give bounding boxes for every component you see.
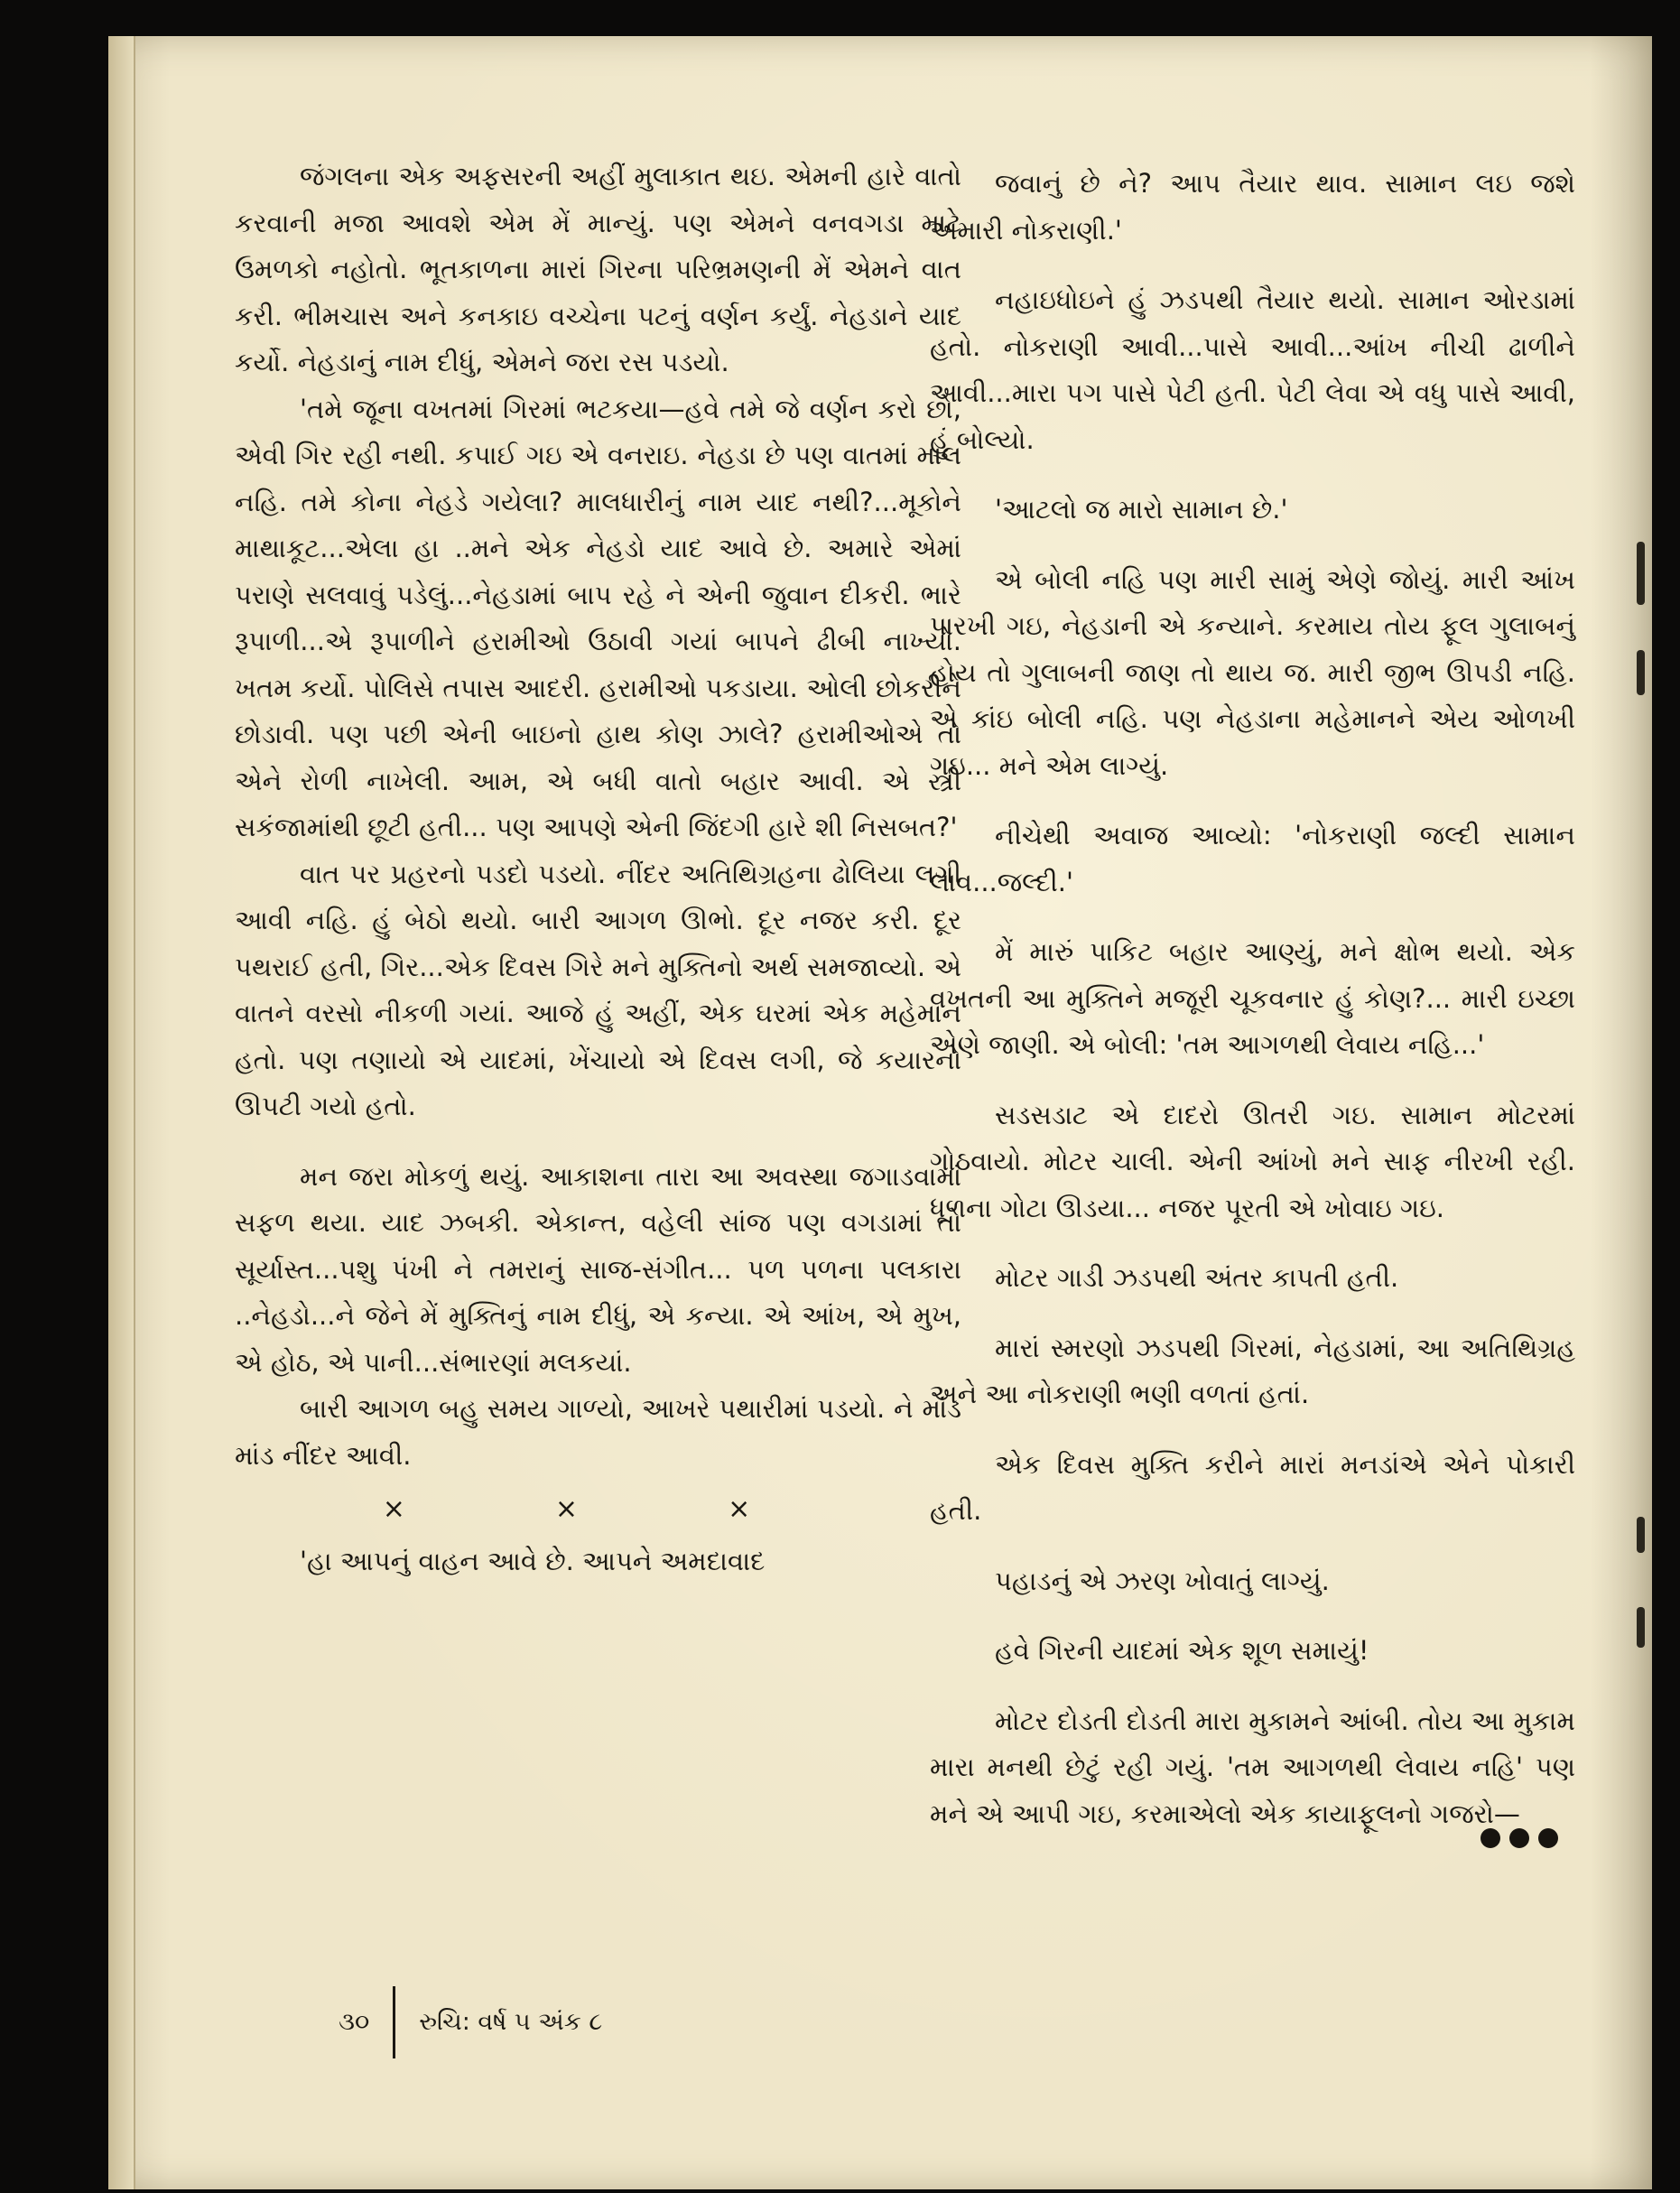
story-end-mark — [1480, 1828, 1558, 1848]
paragraph: નહાઇધોઇને હું ઝડપથી તૈયાર થયો. સામાન ઓરડામાં હતો. નોકરાણી આવી...પાસે આવી...આંખ નીચી ઢાળીને આવી...મારા પગ પાસે પેટી હતી. પેટી લેવા એ વધુ પાસે આવી, હું બોલ્યો. — [930, 284, 1575, 455]
paragraph: એ બોલી નહિ પણ મારી સામું એણે જોયું. મારી આંખ પારખી ગઇ, નેહડાની એ કન્યાને. કરમાય તોય ફૂલ ગુલાબનું હોય તો ગુલાબની જાણ તો થાય જ. મારી જીભ ઊપડી નહિ. એ કાંઇ બોલી નહિ. પણ નેહડાના મહેમાનને એય ઓળખી ગઇ... મને એમ લાગ્યું. — [930, 563, 1575, 781]
magazine-page — [108, 36, 1652, 2189]
page-number: ૩૦ — [339, 2008, 370, 2036]
paragraph: 'આટલો જ મારો સામાન છે.' — [995, 494, 1288, 525]
paragraph: પહાડનું એ ઝરણ ખોવાતું લાગ્યું. — [995, 1565, 1330, 1596]
paragraph: નીચેથી અવાજ આવ્યો: 'નોકરાણી જલ્દી સામાન લાવ...જલ્દી.' — [930, 820, 1575, 897]
end-dot — [1480, 1828, 1500, 1848]
paragraph: મન જરા મોકળું થયું. આકાશના તારા આ અવસ્થા જગાડવામાં સફળ થયા. યાદ ઝબકી. એકાન્ત, વહેલી સાંજ પણ વગડામાં તો સૂર્યાસ્ત...પશુ પંખી ને તમરાનું સાજ-સંગીત... પળ પળના પલકારા ..નેહડો...ને જેને મેં મુક્તિનું નામ દીધું, એ કન્યા. એ આંખ, એ મુખ, એ હોઠ, એ પાની...સંભારણાં મલકયાં. — [235, 1160, 961, 1378]
paragraph: જવાનું છે ને? આપ તૈયાર થાવ. સામાન લઇ જશે અમારી નોકરાણી.' — [930, 168, 1575, 246]
right-text-column — [930, 161, 1575, 1837]
separator-mark: × — [382, 1493, 505, 1525]
paragraph: જંગલના એક અફસરની અહીં મુલાકાત થઇ. એમની હારે વાતો કરવાની મજા આવશે એમ મેં માન્યું. પણ એમને વનવગડા માટે ઉમળકો નહોતો. ભૂતકાળના મારાં ગિરના પરિભ્રમણની મેં એમને વાત કરી. ભીમચાસ અને કનકાઇ વચ્ચેના પટનું વર્ણન કર્યું. નેહડાને યાદ કર્યો. નેહડાનું નામ દીધું, એમને જરા રસ પડયો. — [235, 161, 961, 377]
paragraph: મોટર દોડતી દોડતી મારા મુકામને આંબી. તોય આ મુકામ મારા મનથી છેટું રહી ગયું. 'તમ આગળથી લેવાય નહિ' પણ મને એ આપી ગઇ, કરમાએલો એક કાયાફૂલનો ગજરો— — [930, 1705, 1575, 1829]
margin-ink-mark — [1637, 650, 1645, 695]
separator-mark: × — [554, 1493, 678, 1525]
paragraph: વાત પર પ્રહરનો પડદો પડયો. નીંદર અતિથિગ્રહના ઢોલિયા લગી આવી નહિ. હું બેઠો થયો. બારી આગળ ઊભો. દૂર નજર કરી. દૂર પથરાઈ હતી, ગિર...એક દિવસ ગિરે મને મુક્તિનો અર્થ સમજાવ્યો. એ વાતને વરસો નીકળી ગયાં. આજે હું અહીં, એક ઘરમાં એક મહેમાન હતો. પણ તણાયો એ યાદમાં, ખેંચાયો એ દિવસ લગી, જે કયારનો ઊપટી ગયો હતો. — [235, 858, 961, 1121]
page-spine — [108, 36, 135, 2189]
end-dot — [1538, 1828, 1558, 1848]
separator-mark: × — [728, 1493, 850, 1525]
paragraph: મેં મારું પાકિટ બહાર આણ્યું, મને ક્ષોભ થયો. એક વખતની આ મુક્તિને મજૂરી ચૂકવનાર હું કોણ?... મારી ઇચ્છા એણે જાણી. એ બોલી: 'તમ આગળથી લેવાય નહિ...' — [930, 936, 1575, 1060]
paragraph: સડસડાટ એ દાદરો ઊતરી ગઇ. સામાન મોટરમાં ગોઠવાયો. મોટર ચાલી. એની આંખો મને સાફ નીરખી રહી. ધૂળના ગોટા ઊડયા... નજર પૂરતી એ ખોવાઇ ગઇ. — [930, 1099, 1575, 1223]
margin-ink-mark — [1637, 542, 1645, 605]
page-footer — [339, 1995, 602, 2049]
paragraph: બારી આગળ બહુ સમય ગાળ્યો, આખરે પથારીમાં પડયો. ને માંડ માંડ નીંદર આવી. — [235, 1393, 961, 1471]
margin-ink-mark — [1637, 1607, 1645, 1648]
paragraph: 'તમે જૂના વખતમાં ગિરમાં ભટકયા—હવે તમે જે વર્ણન કરો છો, એવી ગિર રહી નથી. કપાઈ ગઇ એ વનરાઇ. નેહડા છે પણ વાતમાં માલ નહિ. તમે કોના નેહડે ગયેલા? માલધારીનું નામ યાદ નથી?...મૂકોને માથાકૂટ...એલા હા ..મને એક નેહડો યાદ આવે છે. અમારે એમાં પરાણે સલવાવું પડેલું...નેહડામાં બાપ રહે ને એની જુવાન દીકરી. ભારે રૂપાળી...એ રૂપાળીને હરામીઓ ઉઠાવી ગયાં બાપને ઢીબી નાખ્યો. ખતમ કર્યો. પોલિસે તપાસ આદરી. હરામીઓ પકડાયા. ઓલી છોકરીને છોડાવી. પણ પછી એની બાઇનો હાથ કોણ ઝાલે? હરામીઓએ તો એને રોળી નાખેલી. આમ, એ બધી વાતો બહાર આવી. એ સ્ત્રી સકંજામાંથી છૂટી હતી... પણ આપણે એની જિંદગી હારે શી નિસબત?' — [235, 393, 961, 842]
footer-divider — [393, 1986, 395, 2058]
paragraph: મોટર ગાડી ઝડપથી અંતર કાપતી હતી. — [995, 1262, 1399, 1293]
paragraph: મારાં સ્મરણો ઝડપથી ગિરમાં, નેહડામાં, આ અતિથિગ્રહ અને આ નોકરાણી ભણી વળતાં હતાં. — [930, 1332, 1575, 1409]
margin-ink-mark — [1637, 1517, 1645, 1553]
end-dot — [1509, 1828, 1529, 1848]
left-text-column — [235, 153, 961, 1584]
issue-label: રુચિ: વર્ષ ૫ અંક ૮ — [419, 2008, 603, 2036]
paragraph: એક દિવસ મુક્તિ કરીને મારાં મનડાંએ એને પોકારી હતી. — [930, 1448, 1575, 1526]
paragraph: 'હા આપનું વાહન આવે છે. આપને અમદાવાદ — [300, 1545, 766, 1576]
paragraph: હવે ગિરની યાદમાં એક શૂળ સમાયું! — [995, 1635, 1369, 1666]
section-separator — [235, 1486, 961, 1533]
